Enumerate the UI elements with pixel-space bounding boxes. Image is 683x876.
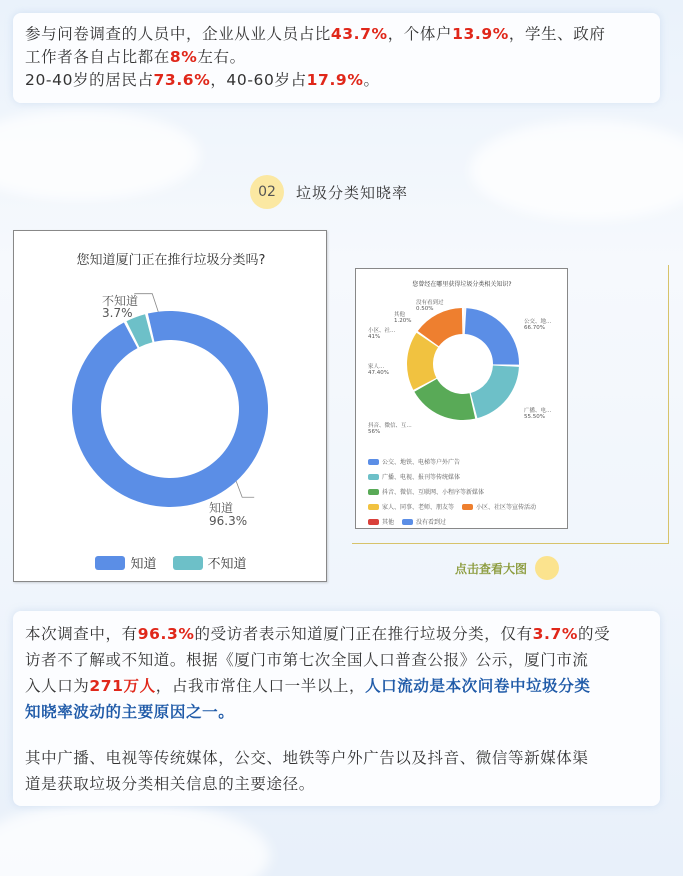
legend-item: 公交、地铁、电梯等户外广告 bbox=[368, 457, 460, 466]
view-large-image-label: 点击查看大图 bbox=[455, 561, 528, 576]
legend-swatch bbox=[95, 556, 125, 570]
demographics-card bbox=[13, 13, 660, 103]
slice-label-6: 没有看到过 0.50% bbox=[416, 300, 444, 312]
summary-card bbox=[13, 611, 660, 806]
legend-swatch bbox=[173, 556, 203, 570]
slice-label-1: 广播、电... 55.50% bbox=[524, 408, 552, 420]
view-large-image-button[interactable] bbox=[455, 556, 559, 580]
summary-line-6: 道是获取垃圾分类相关信息的主要途径。 bbox=[25, 775, 315, 793]
summary-line-4: 知晓率波动的主要原因之一。 bbox=[25, 703, 235, 721]
demographics-line-2: 工作者各自占比都在8%左右。 bbox=[25, 48, 246, 66]
section-heading bbox=[250, 175, 408, 209]
legend-item: 小区、社区等宣传活动 bbox=[462, 502, 536, 511]
demographics-line-3: 20-40岁的居民占73.6%，40-60岁占17.9%。 bbox=[25, 71, 380, 89]
donut-slice-1[interactable] bbox=[471, 366, 519, 419]
awareness-chart[interactable] bbox=[13, 230, 327, 582]
legend-item: 广播、电视、报刊等传统媒体 bbox=[368, 472, 460, 481]
awareness-donut-svg bbox=[14, 231, 328, 583]
legend-item: 抖音、微信、互联网、小程序等新媒体 bbox=[368, 487, 484, 496]
knowledge-legend bbox=[368, 454, 568, 529]
chart-title: 您知道厦门正在推行垃圾分类吗? bbox=[76, 253, 266, 268]
slice-label-2: 抖音、微信、互... 56% bbox=[368, 423, 412, 435]
donut-slice-2[interactable] bbox=[414, 379, 475, 420]
summary-line-5: 其中广播、电视等传统媒体，公交、地铁等户外广告以及抖音、微信等新媒体渠 bbox=[25, 749, 589, 767]
knowledge-source-chart[interactable] bbox=[355, 268, 568, 529]
background-cloud bbox=[0, 800, 270, 876]
summary-line-2: 访者不了解或不知道。根据《厦门市第七次全国人口普查公报》公示，厦门市流 bbox=[25, 651, 589, 669]
legend-item: 没有看到过 bbox=[402, 517, 446, 526]
summary-line-1: 本次调查中，有96.3%的受访者表示知道厦门正在推行垃圾分类，仅有3.7%的受 bbox=[25, 625, 611, 643]
awareness-legend bbox=[14, 553, 328, 572]
legend-item-not-know bbox=[173, 553, 247, 572]
section-title: 垃圾分类知晓率 bbox=[296, 183, 409, 202]
legend-label: 知道 bbox=[130, 557, 157, 572]
yellow-dot-icon bbox=[535, 556, 559, 580]
legend-item: 家人、同事、老师、朋友等 bbox=[368, 502, 454, 511]
slice-label-0: 公交、地... 66.70% bbox=[524, 319, 552, 331]
background-cloud bbox=[470, 120, 683, 220]
section-number: 02 bbox=[250, 175, 284, 209]
donut-slice-0[interactable] bbox=[465, 308, 519, 365]
slice-label-3: 家人... 47.40% bbox=[368, 364, 389, 376]
legend-label: 不知道 bbox=[207, 557, 247, 572]
slice-label-know: 知道 96.3% bbox=[209, 501, 248, 528]
summary-line-3: 入人口为271万人，占我市常住人口一半以上，人口流动是本次问卷中垃圾分类 bbox=[25, 677, 591, 695]
demographics-line-1: 参与问卷调查的人员中，企业从业人员占比43.7%，个体户13.9%，学生、政府 bbox=[25, 25, 606, 43]
legend-item-know bbox=[95, 553, 156, 572]
slice-label-not-know: 不知道 3.7% bbox=[102, 294, 139, 320]
background-cloud bbox=[0, 110, 200, 200]
slice-label-4: 小区、社... 41% bbox=[368, 328, 396, 340]
donut-slice-0[interactable] bbox=[72, 311, 268, 507]
donut-slice-5[interactable] bbox=[464, 308, 465, 334]
slice-label-5: 其他 1.20% bbox=[394, 312, 412, 324]
chart-title: 您曾经在哪里获得垃圾分类相关知识? bbox=[412, 281, 512, 288]
legend-item: 其他 bbox=[368, 517, 394, 526]
leader-line bbox=[236, 481, 254, 497]
knowledge-donut-svg bbox=[356, 269, 569, 454]
